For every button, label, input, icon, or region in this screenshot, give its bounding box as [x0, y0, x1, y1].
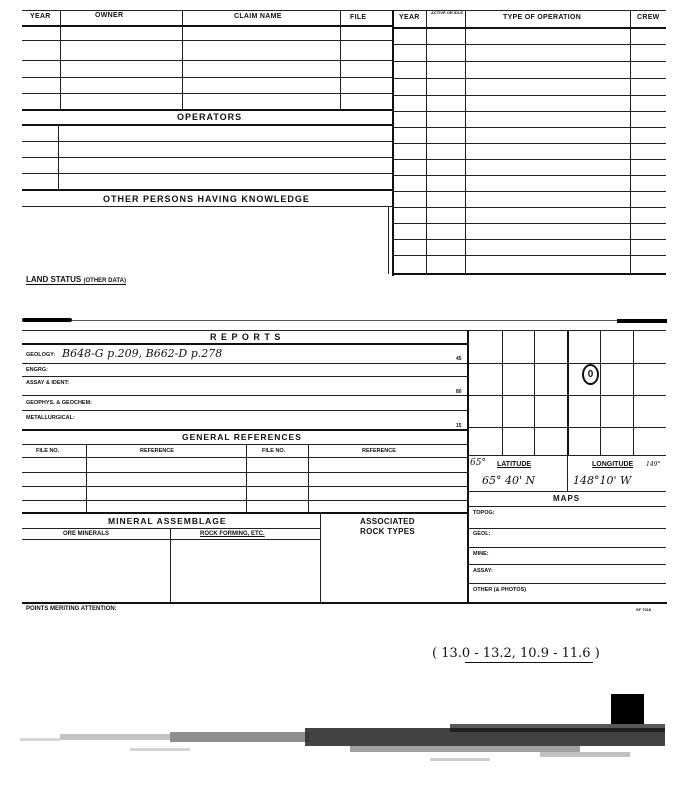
rule	[534, 330, 535, 455]
rule	[426, 10, 427, 273]
points-meriting-label: POINTS MERITING ATTENTION:	[26, 606, 117, 612]
reports-title: R E P O R T S	[210, 332, 282, 342]
rule	[394, 44, 666, 45]
rule	[394, 61, 666, 62]
rule	[394, 27, 666, 29]
rule	[340, 10, 341, 109]
rule	[22, 93, 392, 94]
lat-prefix: 65°	[470, 458, 486, 468]
rule	[394, 127, 666, 128]
rule	[394, 207, 666, 208]
maps-mine: MINE:	[473, 551, 489, 557]
rule	[394, 143, 666, 144]
maps-topog: TOPOG:	[473, 510, 495, 516]
land-status-text: LAND STATUS	[26, 275, 82, 284]
report-geology-value: B648-G p.209, B662-D p.278	[62, 347, 223, 360]
rule	[22, 124, 392, 126]
rule	[22, 173, 392, 174]
longitude-value: 148°10' W	[573, 474, 632, 487]
rule	[394, 95, 666, 96]
rule	[467, 330, 469, 602]
rule	[22, 25, 392, 27]
ore-minerals-header: ORE MINERALS	[63, 531, 110, 537]
associated-header: ASSOCIATED	[360, 517, 415, 526]
rule	[469, 528, 666, 529]
gr-file-no-header-1: FILE NO.	[36, 448, 60, 454]
rule	[58, 124, 59, 189]
report-metallurgical-label: METALLURGICAL:	[26, 415, 75, 421]
form-code: SF 7018	[636, 607, 652, 612]
col-year-header: YEAR	[30, 13, 51, 20]
rule	[394, 191, 666, 192]
rule	[22, 77, 392, 78]
rule	[567, 330, 569, 455]
grid-mark: 0	[582, 364, 599, 385]
rule	[22, 141, 392, 142]
rule	[469, 583, 666, 584]
gr-reference-header-2: REFERENCE	[362, 448, 396, 454]
report-num-15: 15	[456, 423, 462, 429]
rule	[633, 330, 634, 455]
col-year-header: YEAR	[399, 14, 420, 21]
gr-file-no-header-2: FILE NO.	[262, 448, 286, 454]
rule	[465, 10, 466, 273]
report-geology-label: GEOLOGY:	[26, 352, 56, 358]
maps-other: OTHER (& PHOTOS)	[473, 587, 527, 593]
col-claim-name-header: CLAIM NAME	[234, 13, 282, 20]
separator-line	[72, 320, 617, 321]
rule	[22, 429, 468, 431]
rule	[22, 109, 392, 111]
longitude-label: LONGITUDE	[592, 461, 634, 468]
rule	[22, 457, 468, 458]
other-persons-title: OTHER PERSONS HAVING KNOWLEDGE	[103, 194, 310, 204]
latitude-label: LATITUDE	[497, 461, 532, 468]
rule	[394, 239, 666, 240]
rule	[246, 444, 247, 512]
rule	[22, 512, 468, 514]
rule	[22, 206, 392, 207]
report-assay-label: ASSAY & IDENT:	[26, 380, 70, 386]
rule	[22, 472, 468, 473]
rule	[388, 206, 389, 274]
rule	[22, 486, 468, 487]
rule	[22, 602, 667, 604]
rule	[567, 455, 568, 492]
rule	[22, 330, 468, 331]
rule	[22, 500, 468, 501]
rule	[22, 363, 468, 364]
handwritten-coords: ( 13.0 - 13.2, 10.9 - 11.6 )	[432, 646, 600, 661]
rock-forming-header: ROCK FORMING, ETC.	[200, 531, 265, 537]
rule	[394, 273, 666, 275]
rule	[600, 330, 601, 455]
rule	[469, 506, 666, 507]
longitude-note: 149°	[646, 461, 661, 468]
land-status-sub: (OTHER DATA)	[83, 278, 126, 284]
rule	[60, 10, 61, 109]
rule	[22, 444, 468, 445]
maps-assay: ASSAY:	[473, 568, 493, 574]
report-num-80: 80	[456, 389, 462, 395]
rule	[86, 444, 87, 512]
rule	[320, 512, 321, 603]
rule	[182, 10, 183, 109]
rule	[22, 40, 392, 41]
separator-left	[22, 318, 72, 322]
rule	[394, 223, 666, 224]
mineral-assemblage-title: MINERAL ASSEMBLAGE	[108, 516, 227, 526]
rule	[469, 564, 666, 565]
land-status-label	[26, 275, 126, 285]
rule	[22, 343, 468, 345]
rule	[22, 157, 392, 158]
separator-right	[617, 319, 667, 323]
rule	[308, 444, 309, 512]
maps-title: MAPS	[553, 494, 581, 503]
rule	[22, 60, 392, 61]
rule	[22, 395, 468, 396]
col-file-header: FILE	[350, 14, 367, 21]
rule	[22, 528, 320, 529]
rule	[630, 10, 631, 273]
gr-reference-header-1: REFERENCE	[140, 448, 174, 454]
maps-geol: GEOL:	[473, 531, 491, 537]
rule	[394, 159, 666, 160]
report-engrg-label: ENGRG:	[26, 367, 48, 373]
rock-types-header: ROCK TYPES	[360, 527, 416, 536]
col-crew-header: CREW	[637, 14, 660, 21]
rule	[22, 189, 392, 191]
rule	[469, 547, 666, 548]
rule	[22, 539, 320, 540]
col-owner-header: OWNER	[95, 12, 124, 19]
rule	[22, 10, 392, 11]
rule	[394, 78, 666, 79]
rule	[22, 410, 468, 411]
col-type-header: TYPE OF OPERATION	[503, 14, 582, 21]
latitude-value: 65° 40' N	[482, 474, 536, 487]
report-geophys-label: GEOPHYS. & GEOCHEM:	[26, 400, 93, 406]
col-active-header: ACTIVE OR IDLE	[430, 10, 463, 15]
general-references-title: GENERAL REFERENCES	[182, 432, 302, 442]
rule	[22, 376, 468, 377]
rule	[394, 175, 666, 176]
rule	[170, 528, 171, 603]
rule	[394, 255, 666, 256]
rule	[502, 330, 503, 455]
coords-underline	[465, 662, 593, 663]
operators-title: OPERATORS	[177, 112, 243, 122]
report-num-45: 45	[456, 356, 462, 362]
rule	[394, 111, 666, 112]
rule	[469, 491, 666, 492]
scan-noise-band	[20, 718, 668, 778]
